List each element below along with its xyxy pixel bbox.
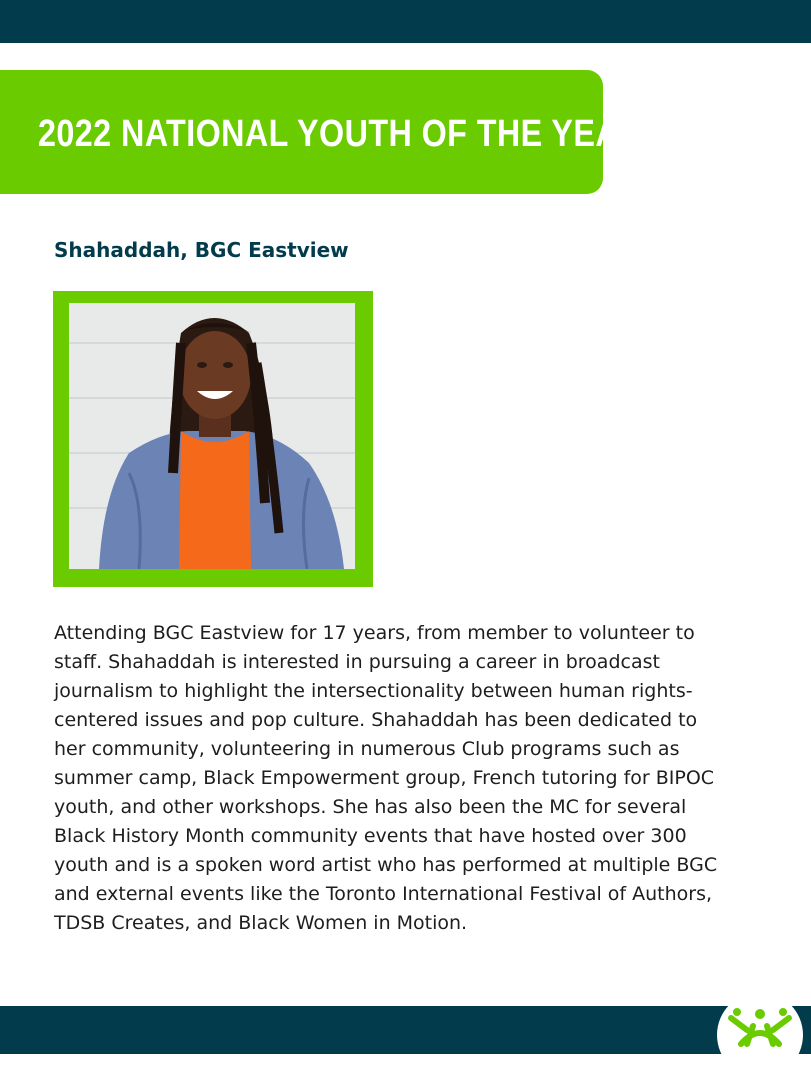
- bio-line: centered issues and pop culture. Shahaddah has been dedicated to: [54, 709, 698, 731]
- profile-name: Shahaddah, BGC Eastview: [54, 238, 349, 262]
- bgc-logo-mark: [717, 992, 803, 1078]
- bio-line: staff. Shahaddah is interested in pursuing a career in broadcast: [54, 651, 660, 673]
- bio-line: TDSB Creates, and Black Women in Motion.: [54, 912, 468, 934]
- portrait-photo: [69, 303, 355, 569]
- bio-line: summer camp, Black Empowerment group, French tutoring for BIPOC: [54, 767, 715, 789]
- bio-line: youth and is a spoken word artist who has performed at multiple BGC: [54, 854, 718, 876]
- bio-line: and external events like the Toronto International Festival of Authors,: [54, 883, 713, 905]
- bgc-logo-icon: [717, 992, 803, 1078]
- bio-line: her community, volunteering in numerous Club programs such as: [54, 738, 680, 760]
- bio-line: youth, and other workshops. She has also been the MC for several: [54, 796, 687, 818]
- bottom-bar: [0, 1006, 811, 1054]
- bio-paragraph: [54, 619, 794, 938]
- bio-line: journalism to highlight the intersectionality between human rights-: [54, 680, 693, 702]
- top-bar: [0, 0, 811, 43]
- bio-line: Black History Month community events that have hosted over 300: [54, 825, 687, 847]
- page-title: 2022 NATIONAL YOUTH OF THE YEAR: [38, 113, 643, 155]
- photo-frame: [53, 291, 373, 587]
- bio-line: Attending BGC Eastview for 17 years, from member to volunteer to: [54, 622, 695, 644]
- portrait-illustration: [69, 303, 355, 569]
